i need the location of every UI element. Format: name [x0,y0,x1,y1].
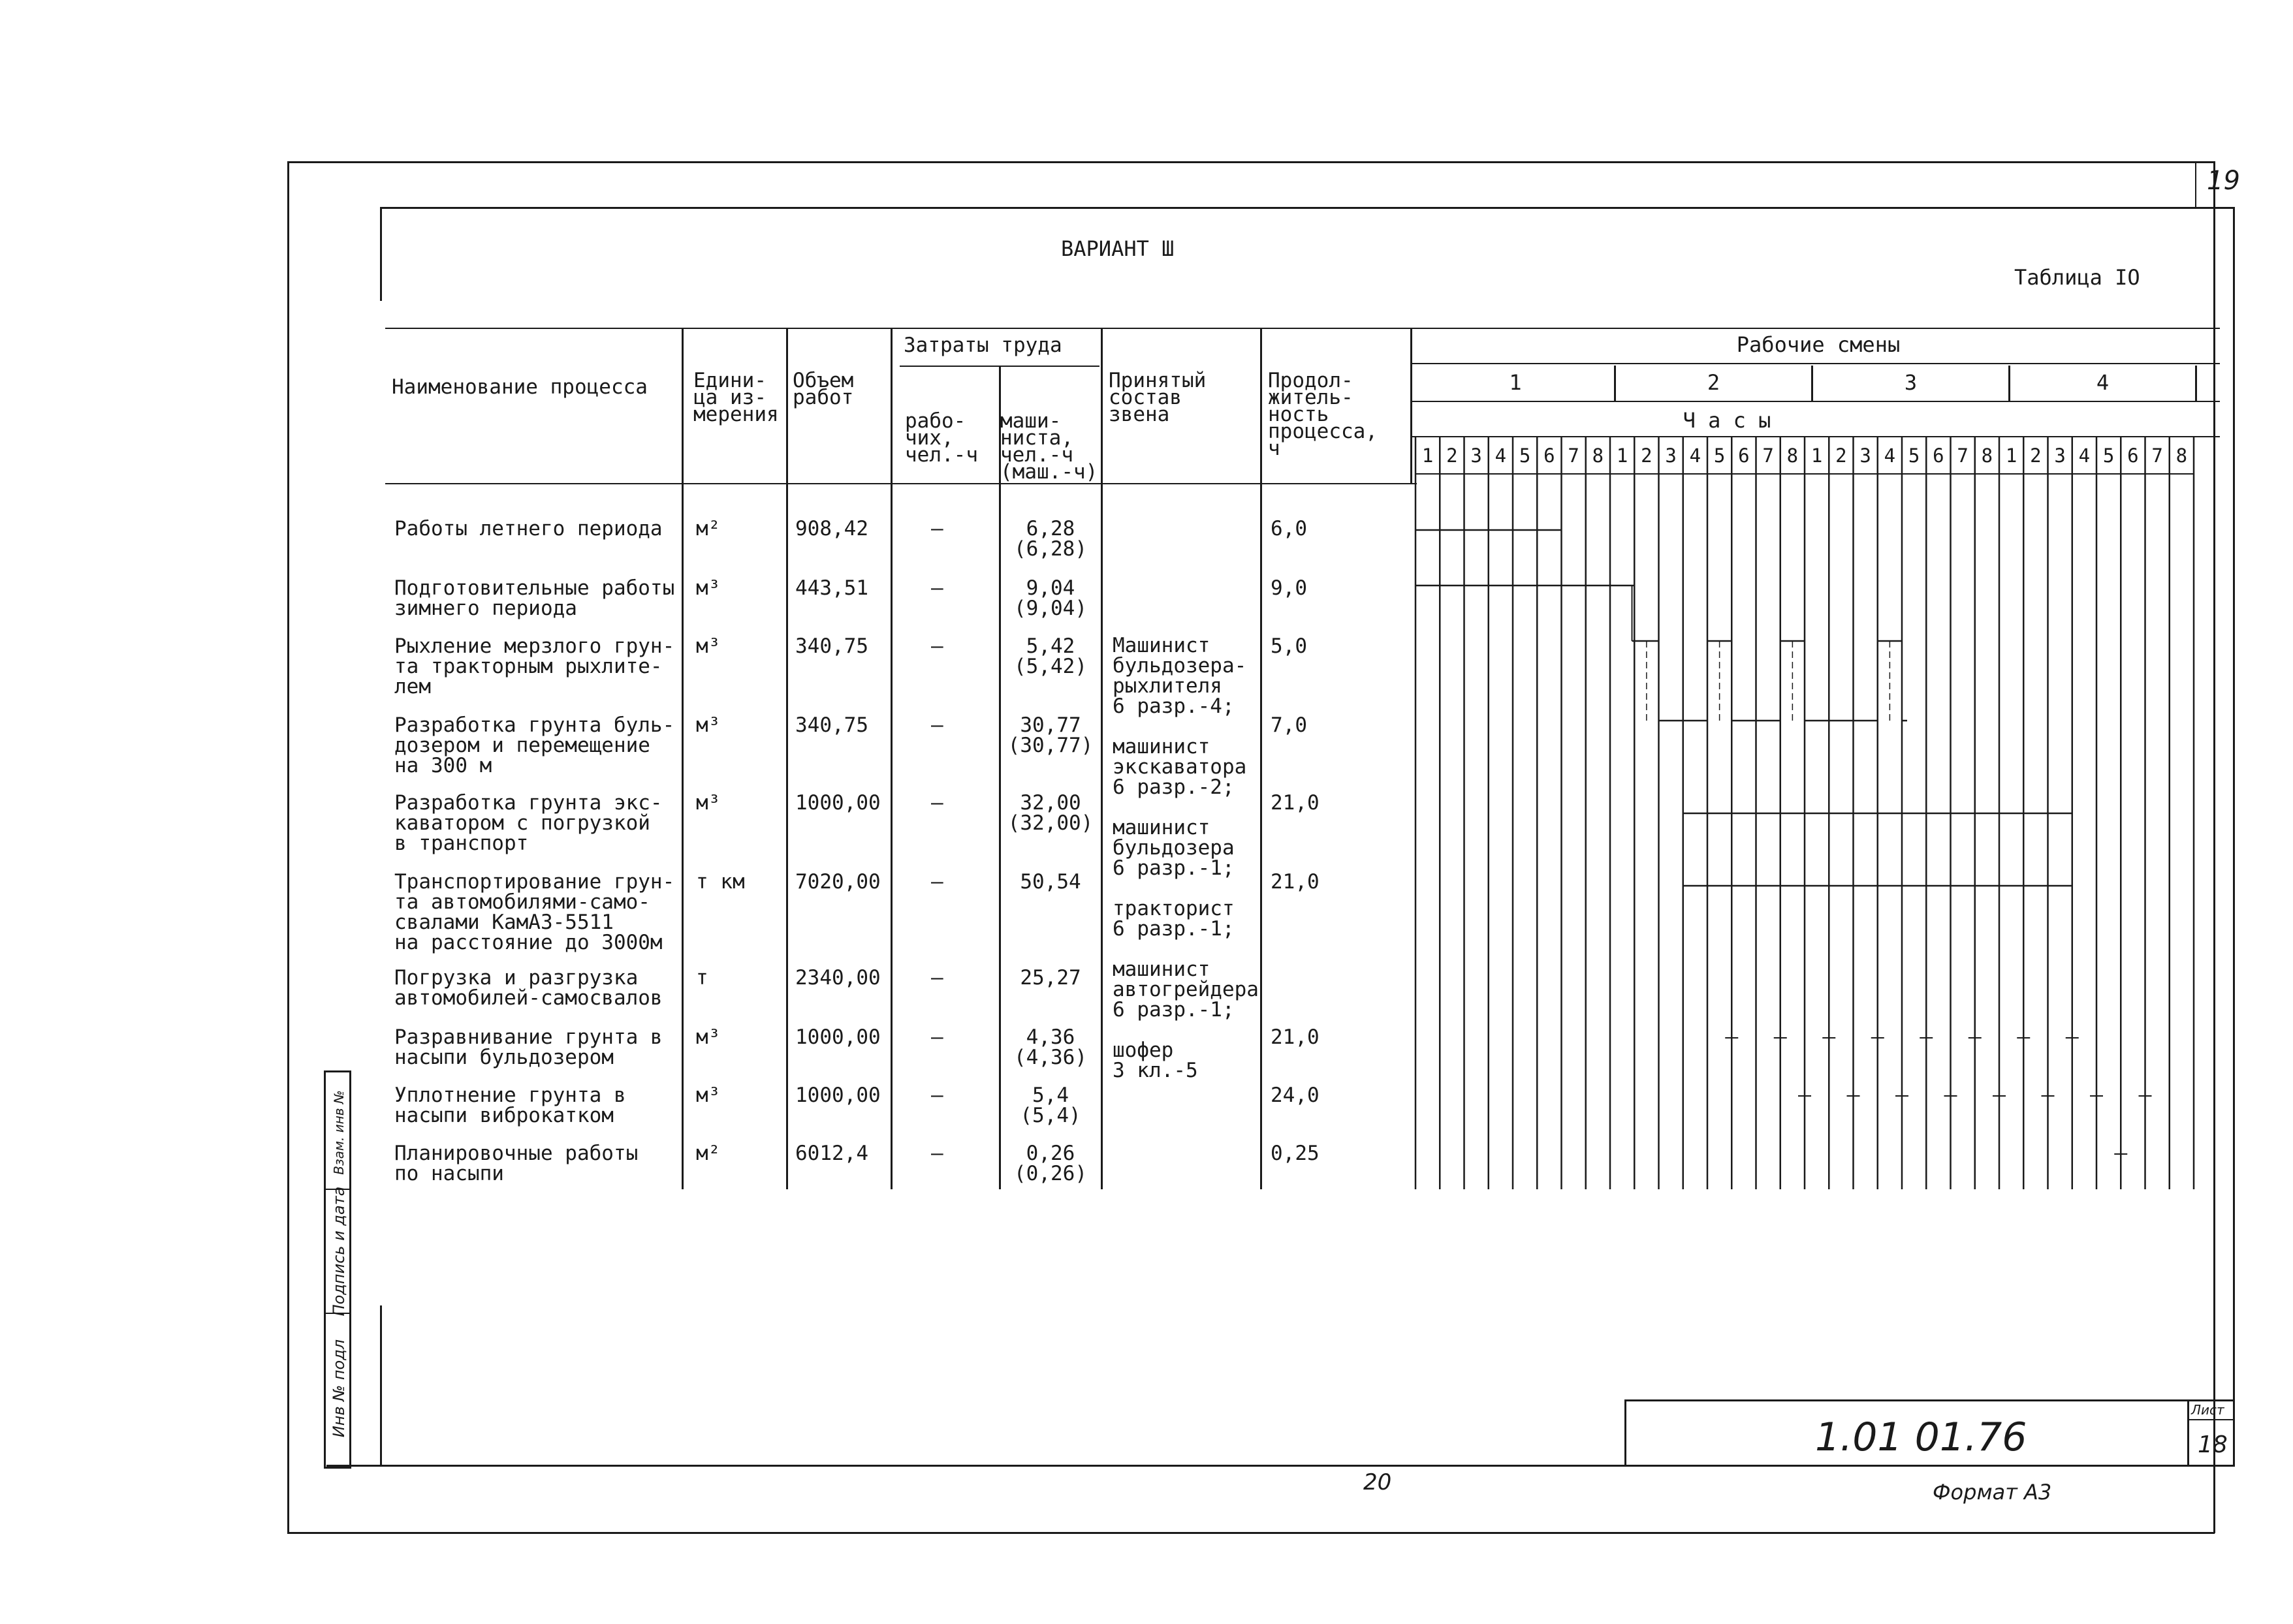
hour-label: 3 [1859,445,1871,467]
row-unit: м³ [696,713,721,737]
shifts-title: Рабочие смены [1736,332,1901,357]
row-name: Планировочные работы по насыпи [394,1142,639,1185]
stamp-sign-label: Подпись и дата [330,1186,348,1317]
hour-label: 5 [2102,445,2115,467]
row-name: Разработка грунта экс- каватором с погрузкой в транспорт [394,791,663,855]
col-labor-workers: рабо- чих, чел.-ч [905,409,978,467]
row-unit: м³ [696,576,721,600]
format-label: Формат А3 [1933,1480,2052,1505]
hour-label: 7 [1568,445,1579,467]
row-workers: – [931,713,943,737]
table-top-line [385,328,2220,329]
row-operator: 30,77 (30,77) [1007,713,1094,757]
hour-label: 2 [2030,445,2042,467]
hour-label: 3 [1470,445,1482,467]
row-duration: 21,0 [1271,870,1320,894]
row-unit: м³ [696,791,721,815]
variant-title: ВАРИАНТ Ш [1061,236,1175,261]
row-volume: 443,51 [795,576,868,600]
inner-left [380,207,382,301]
hour-label: 2 [1641,445,1653,467]
hour-label: 2 [1835,445,1847,467]
title-block-sheet-sep [2187,1419,2234,1420]
hour-label: 1 [2005,445,2017,467]
col-name-header: Наименование процесса [392,375,648,399]
hour-label: 6 [2127,445,2139,467]
row-name: Уплотнение грунта в насыпи виброкатком [394,1084,626,1127]
title-block-left [1624,1399,1626,1466]
row-workers: – [931,870,943,894]
hour-label: 5 [1908,445,1920,467]
row-name: Транспортирование грун- та автомобилями-само- свалами КамАЗ-5511 на расстояние до 3000м [394,870,675,954]
inner-bottom [326,1465,2234,1467]
hour-label: 8 [1786,445,1799,467]
frame-bottom [287,1532,2215,1534]
table-label: Таблица IO [2014,265,2140,290]
row-workers: – [931,576,943,600]
row-name: Подготовительные работы зимнего периода [394,576,675,620]
row-unit: м³ [696,634,721,658]
crew-text: Машинист бульдозера- рыхлителя 6 разр.-4; машинист экскаватора 6 разр.-2; машинист бульдозера 6 разр.-1; тракторист 6 разр.-1; машинист автогрейдера 6 разр.-1; шофер 3 кл.-5 [1113,634,1259,1082]
col-volume-header: Объем работ [793,369,854,409]
hour-label: 6 [1738,445,1750,467]
row-duration: 21,0 [1271,1025,1320,1049]
row-operator: 6,28 (6,28) [1014,517,1087,561]
row-unit: т [696,966,708,990]
row-volume: 340,75 [795,634,868,658]
row-workers: – [931,517,943,540]
sheet-number: 18 [2198,1431,2228,1458]
row-name: Разравнивание грунта в насыпи бульдозером [394,1025,663,1069]
sheet-label: Лист [2191,1402,2224,1418]
col-unit-header: Едини- ца из- мерения [693,369,779,426]
title-block-top [1624,1399,2234,1401]
side-stamp [324,1070,351,1469]
row-operator: 4,36 (4,36) [1014,1025,1087,1069]
row-workers: – [931,791,943,815]
page-number-box-left [2195,161,2196,207]
frame-right [2213,161,2215,1533]
hour-label: 5 [1713,445,1726,467]
row-workers: – [931,1025,943,1049]
doc-code: 1.01 01.76 [1815,1414,2027,1460]
row-volume: 340,75 [795,713,868,737]
hours-title: Ч а с ы [1683,408,1771,433]
hour-label: 4 [1689,445,1701,467]
row-name: Погрузка и разгрузка автомобилей-самосвалов [394,966,663,1010]
row-name: Рыхление мерзлого грун- та тракторным рыхлите- лем [394,634,675,698]
hour-label: 3 [1665,445,1677,467]
shift-4: 4 [2096,370,2110,395]
row-operator: 5,4 (5,4) [1020,1084,1081,1127]
row-duration: 0,25 [1271,1142,1320,1165]
row-duration: 5,0 [1271,634,1307,658]
title-block-sep [2187,1399,2189,1466]
hour-label: 5 [1519,445,1531,467]
inner-top [380,207,2234,209]
row-volume: 1000,00 [795,1025,881,1049]
hour-label: 4 [1884,445,1896,467]
shift-3: 3 [1904,370,1918,395]
row-operator: 50,54 [1020,870,1081,894]
row-unit: м³ [696,1084,721,1107]
frame-top [287,161,2215,163]
row-unit: м² [696,1142,721,1165]
row-volume: 2340,00 [795,966,881,990]
row-operator: 9,04 (9,04) [1014,576,1087,620]
shift-1: 1 [1509,370,1522,395]
row-volume: 7020,00 [795,870,881,894]
col-labor-operator: маши- ниста, чел.-ч (маш.-ч) [1000,409,1098,484]
inner-right [2233,207,2235,1467]
hour-label: 1 [1616,445,1628,467]
row-duration: 24,0 [1271,1084,1320,1107]
row-unit: м³ [696,1025,721,1049]
row-operator: 32,00 (32,00) [1007,791,1094,835]
row-workers: – [931,1084,943,1107]
row-duration: 21,0 [1271,791,1320,815]
row-name: Разработка грунта буль- дозером и перемещение на 300 м [394,713,675,777]
hour-label: 4 [1494,445,1507,467]
hour-label: 7 [2151,445,2163,467]
col-labor-header: Затраты труда [904,334,1062,357]
hour-label: 6 [1933,445,1944,467]
row-operator: 25,27 [1020,966,1081,990]
hour-label: 7 [1762,445,1774,467]
row-workers: – [931,1142,943,1165]
frame-left [287,161,289,1533]
inner-left-lower [380,1305,382,1466]
stamp-inv-label: Инв № подл [330,1339,348,1438]
row-volume: 1000,00 [795,791,881,815]
hour-label: 3 [2054,445,2066,467]
row-unit: м² [696,517,721,540]
row-volume: 908,42 [795,517,868,540]
hour-label: 8 [1592,445,1604,467]
hour-label: 7 [1957,445,1969,467]
hour-label: 1 [1421,445,1434,467]
hour-label: 4 [2078,445,2091,467]
row-operator: 0,26 (0,26) [1014,1142,1087,1185]
page-number-top: 19 [2207,166,2240,196]
row-volume: 1000,00 [795,1084,881,1107]
row-duration: 7,0 [1271,713,1307,737]
row-unit: т км [696,870,745,894]
col-duration-header: Продол- житель- ность процесса, ч [1268,369,1378,460]
hour-label: 2 [1446,445,1458,467]
col-crew-header: Принятый состав звена [1109,369,1207,426]
row-operator: 5,42 (5,42) [1014,634,1087,678]
hour-label: 1 [1811,445,1823,467]
row-workers: – [931,966,943,990]
row-workers: – [931,634,943,658]
table-header-bottom [385,483,1417,484]
hour-label: 6 [1543,445,1555,467]
hour-label: 8 [1981,445,1993,467]
stamp-replace-label: Взам. инв № [331,1090,347,1175]
row-name: Работы летнего периода [394,517,663,540]
row-volume: 6012,4 [795,1142,868,1165]
page-number-bottom: 20 [1363,1469,1392,1495]
row-duration: 9,0 [1271,576,1307,600]
hour-label: 8 [2175,445,2188,467]
row-duration: 6,0 [1271,517,1307,540]
shift-2: 2 [1707,370,1720,395]
